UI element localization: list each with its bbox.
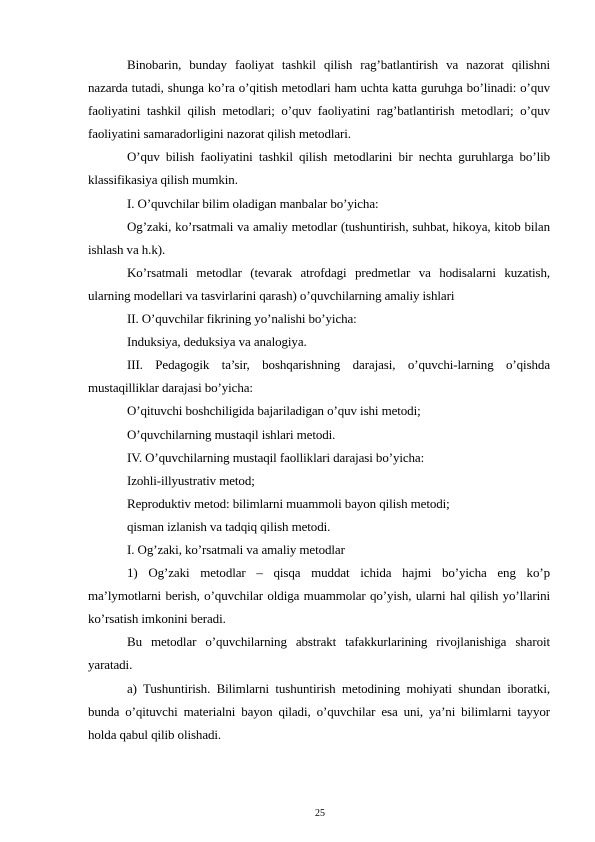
heading-pedagogical-influence: III. Pedagogik ta’sir, boshqarishning darajasi, o’quvchi-larning o’qishda mustaqilliklar darajasi bo’yicha: xyxy=(88,357,550,396)
body-text xyxy=(88,53,550,746)
paragraph-classification: O’quv bilish faoliyatini tashkil qilish metodlarini bir nechta guruhlarga bo’lib klassifikasiya qilish mumkin. xyxy=(88,149,550,188)
paragraph-visual-methods: Ko’rsatmali metodlar (tevarak atrofdagi predmetlar va hodisalarni kuzatish, ularning modellari va tasvirlarini qarash) o’quvchilarning amaliy ishlari xyxy=(88,264,550,303)
paragraph-verbal-methods: Og’zaki, ko’rsatmali va amaliy metodlar (tushuntirish, suhbat, hikoya, kitob bilan ishlash va h.k). xyxy=(88,218,550,257)
list-item-partial-search: qisman izlanish va tadqiq qilish metodi. xyxy=(127,518,331,534)
paragraph-abstract-thinking: Bu metodlar o’quvchilarning abstrakt tafakkurlarining rivojlanishiga sharoit yaratadi. xyxy=(88,634,550,673)
paragraph-explanation: a) Tushuntirish. Bilimlarni tushuntirish metodining mohiyati shundan iboratki, bunda o’qituvchi materialni bayon qiladi, o’quvchilar esa uni, ya’ni bilimlarni tayyor holda qabul qilib olishadi. xyxy=(88,680,550,742)
list-item-explanatory: Izohli-illyustrativ metod; xyxy=(127,472,255,488)
section-heading-verbal-visual-practical: I. Og’zaki, ko’rsatmali va amaliy metodlar xyxy=(127,541,345,557)
list-item-independent-work: O’quvchilarning mustaqil ishlari metodi. xyxy=(127,426,336,442)
heading-thinking-direction: II. O’quvchilar fikrining yo’nalishi bo’yicha: xyxy=(127,311,357,327)
paragraph-intro: Binobarin, bunday faoliyat tashkil qilish rag’batlantirish va nazorat qilishni nazarda tutadi, shunga ko’ra o’qitish metodlari ham uchta katta guruhga bo’linadi: o’quv faoliyatini tashkil qilish metodlari; o’quv faoliyatini rag’batlantirish metodlari; o’quv faoliyatini samaradorligini nazorat qilish metodlari. xyxy=(88,57,550,142)
list-item-teacher-led: O’qituvchi boshchiligida bajariladigan o’quv ishi metodi; xyxy=(127,403,421,419)
paragraph-verbal-definition: 1) Og’zaki metodlar – qisqa muddat ichida hajmi bo’yicha eng ko’p ma’lymotlarni berish, o’quvchilar oldiga muammolar qo’yish, ularni hal qilish yo’llarini ko’rsatish imkonini beradi. xyxy=(88,565,550,627)
list-item-reproductive: Reproduktiv metod: bilimlarni muammoli bayon qilish metodi; xyxy=(127,495,450,511)
heading-independent-activity: IV. O’quvchilarning mustaqil faolliklari darajasi bo’yicha: xyxy=(127,449,425,465)
page-number: 25 xyxy=(315,808,325,819)
paragraph-induction: Induksiya, deduksiya va analogiya. xyxy=(127,334,307,350)
heading-sources: I. O’quvchilar bilim oladigan manbalar bo’yicha: xyxy=(127,195,379,211)
